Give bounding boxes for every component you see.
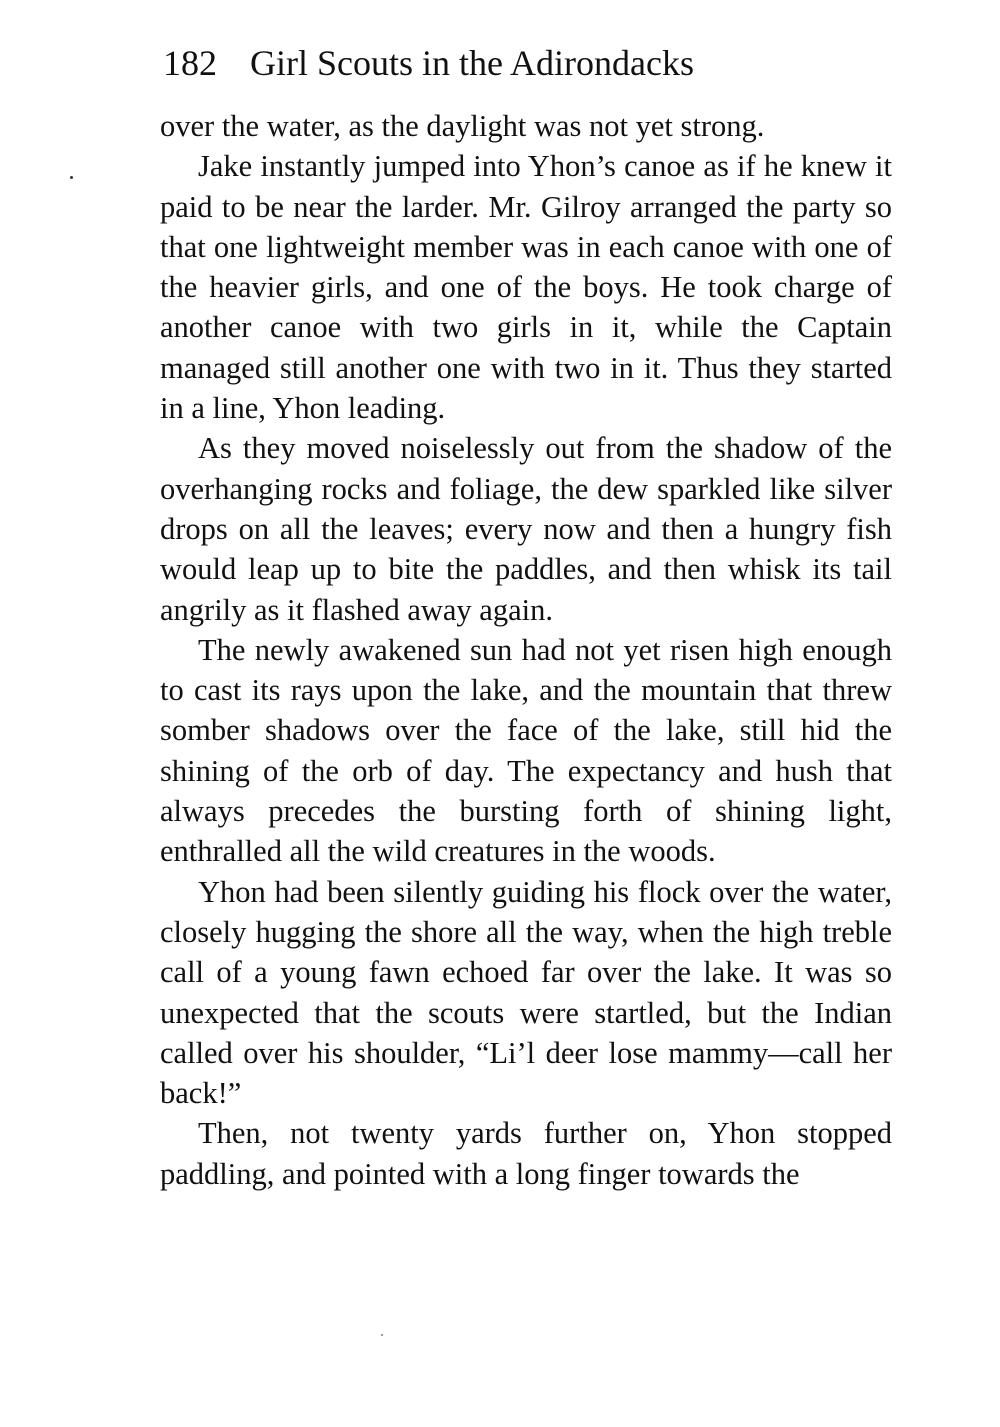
- page-number: 182: [163, 43, 217, 83]
- stray-ink-mark: [381, 1334, 383, 1336]
- paragraph: The newly awakened sun had not yet risen high enough to cast its rays upon the lake, and the mountain that threw somber shadows over the face of the lake, still hid the shining of the orb of day. The expectancy and hush that always precedes the bursting forth of shining light, enthralled all the wild creatures in the woods.: [160, 632, 892, 869]
- paragraph-continuation: over the water, as the daylight was not yet strong.: [160, 109, 765, 143]
- book-title: Girl Scouts in the Adirondacks: [250, 43, 694, 83]
- running-head: [163, 38, 903, 88]
- stray-ink-mark: [70, 176, 73, 179]
- paragraph: Jake instantly jumped into Yhon’s canoe as if he knew it paid to be near the larder. Mr. Gilroy arranged the party so that one lightweight member was in each canoe with one of the heavier girls, and one of the boys. He took charge of another canoe with two girls in it, while the Captain managed still another one with two in it. Thus they started in a line, Yhon leading.: [160, 149, 892, 426]
- paragraph: As they moved noiselessly out from the shadow of the overhanging rocks and foliage, the dew sparkled like silver drops on all the leaves; every now and then a hungry fish would leap up to bite the paddles, and then whisk its tail angrily as it flashed away again.: [160, 431, 892, 627]
- paragraph: Then, not twenty yards further on, Yhon stopped paddling, and pointed with a long finger towards the: [160, 1116, 892, 1191]
- body-text: [160, 106, 892, 1194]
- paragraph: Yhon had been silently guiding his flock over the water, closely hugging the shore all the way, when the high treble call of a young fawn echoed far over the lake. It was so unexpected that the scouts were startled, but the Indian called over his shoulder, “Li’l deer lose mammy—call her back!”: [160, 874, 892, 1111]
